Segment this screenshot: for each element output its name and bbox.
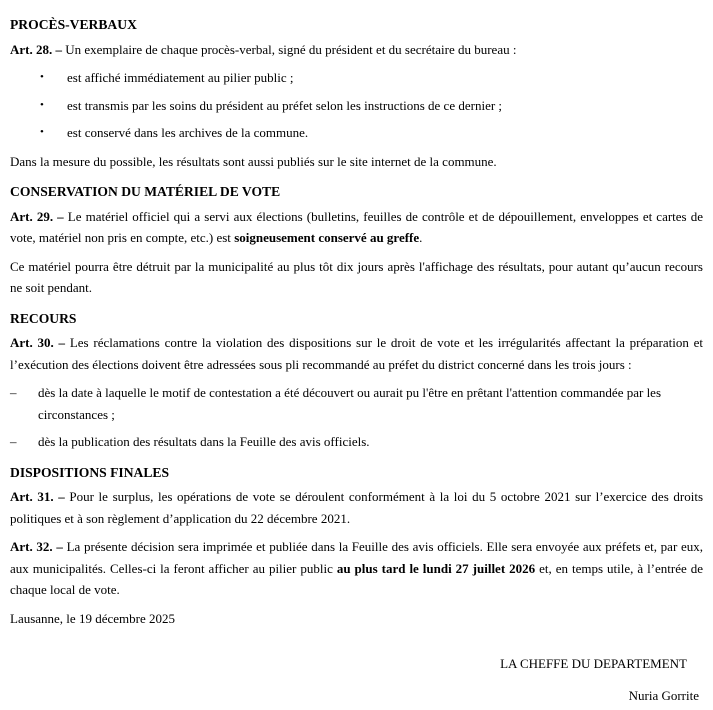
- article-32-paragraph: [10, 536, 703, 601]
- bullet-marker: •: [40, 126, 44, 138]
- article-29-paragraph: [10, 206, 703, 249]
- article-30-text: Les réclamations contre la violation des dispositions sur le droit de vote et les irrégularités affectant la préparation et l’exécution des élections doivent être adressées sous pli recommandé au préfet du district concerné dans les trois jours :: [10, 335, 703, 372]
- article-31-paragraph: [10, 486, 703, 529]
- section-heading-recours: RECOURS: [10, 310, 77, 326]
- dash-item-text: dès la publication des résultats dans la Feuille des avis officiels.: [38, 434, 370, 449]
- list-item: [10, 122, 703, 144]
- signature-title: LA CHEFFE DU DEPARTEMENT: [500, 656, 687, 671]
- article-29-text-2: .: [419, 230, 423, 245]
- article-28-bullet-list: [10, 67, 703, 144]
- publication-note-paragraph: Dans la mesure du possible, les résultats sont aussi publiés sur le site internet de la commune.: [10, 153, 497, 169]
- bullet-item-text: est affiché immédiatement au pilier public ;: [67, 70, 294, 85]
- section-heading-proces-verbaux: PROCÈS-VERBAUX: [10, 17, 137, 32]
- article-29-bold-run: soigneusement conservé au greffe: [234, 230, 420, 245]
- signature-name: Nuria Gorrite: [628, 687, 699, 703]
- list-item: [10, 95, 703, 117]
- article-30-dash-list: [10, 382, 703, 453]
- bullet-marker: •: [40, 98, 44, 111]
- dash-marker: –: [10, 385, 17, 400]
- article-32-text-1: La présente décision sera imprimée et publiée dans la Feuille des avis officiels. Elle sera envoyée aux préfets et, par eux, aux municipalités. Celles-ci la feront afficher au pilier public: [10, 539, 703, 576]
- bullet-item-text: est transmis par les soins du président au préfet selon les instructions de ce dernier ;: [67, 97, 503, 113]
- article-29-text-1: Le matériel officiel qui a servi aux élections (bulletins, feuilles de contrôle et de dépouillement, enveloppes et cartes de vote, matériel non pris en compte, etc.) est: [10, 208, 703, 245]
- dateline: Lausanne, le 19 décembre 2025: [10, 610, 175, 626]
- destruction-note-paragraph: Ce matériel pourra être détruit par la municipalité au plus tôt dix jours après l'affichage des résultats, pour autant qu’aucun recours ne soit pendant.: [10, 258, 703, 295]
- dash-item-text: dès la date à laquelle le motif de contestation a été découvert ou aurait pu l'être en prêtant l'attention commandée par les circonstances ;: [38, 385, 662, 422]
- article-32-bold-run: au plus tard le lundi 27 juillet 2026: [336, 560, 536, 576]
- bullet-item-text: est conservé dans les archives de la commune.: [67, 125, 309, 140]
- article-31-label: Art. 31. –: [10, 489, 65, 504]
- article-31-text: Pour le surplus, les opérations de vote se déroulent conformément à la loi du 5 octobre 2021 sur l’exercice des droits politiques et à son règlement d’application du 22 décembre 2021.: [10, 489, 703, 526]
- list-item: [10, 382, 703, 425]
- section-heading-conservation: CONSERVATION DU MATÉRIEL DE VOTE: [10, 184, 281, 199]
- list-item: [10, 431, 703, 453]
- dash-marker: –: [10, 434, 17, 449]
- article-30-label: Art. 30. –: [10, 335, 66, 350]
- article-32-text-2: et, en temps utile, à l’entrée de chaque local de vote.: [10, 560, 704, 597]
- list-item: [10, 67, 703, 89]
- article-29-label: Art. 29. –: [10, 208, 64, 224]
- section-heading-dispositions-finales: DISPOSITIONS FINALES: [10, 464, 170, 480]
- article-30-paragraph: [10, 332, 703, 375]
- article-28-text: Un exemplaire de chaque procès-verbal, signé du président et du secrétaire du bureau :: [62, 41, 517, 57]
- article-28-paragraph: [10, 39, 703, 61]
- article-28-label: Art. 28. –: [10, 41, 62, 57]
- bullet-marker: •: [40, 71, 44, 83]
- article-32-label: Art. 32. –: [10, 539, 63, 554]
